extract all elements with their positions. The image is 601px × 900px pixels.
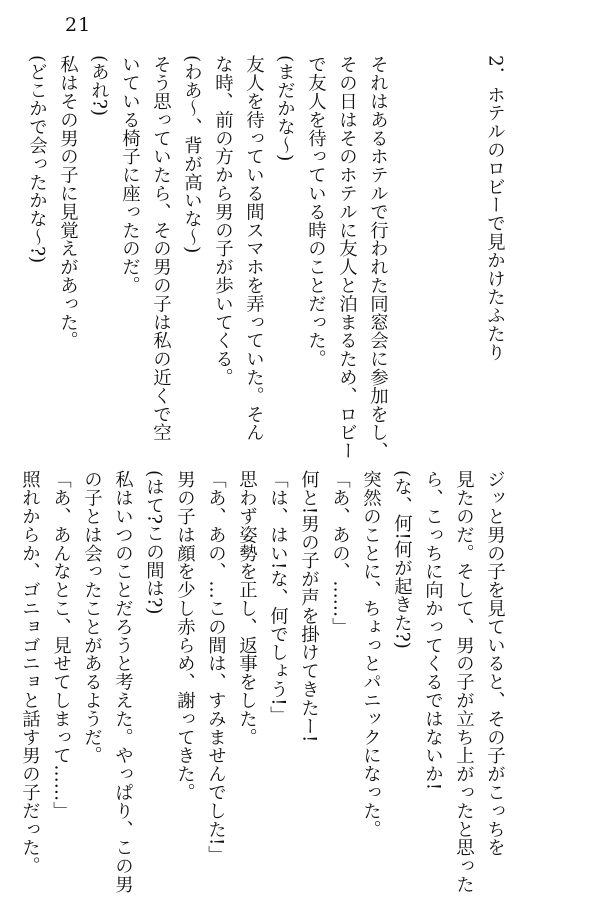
text-line: ら、こっちに向かってくるではないか! [422,470,444,791]
text-line: 「あ、あの、……」 [329,470,351,636]
text-line: いている椅子に座ったのだ。 [119,55,141,295]
text-line: そう思っていたら、その男の子は私の近くで空 [150,55,172,442]
text-line: (な、何!何が起きた?) [391,470,413,649]
text-line: の子とは会ったことがあるようだ。 [81,470,103,765]
text-line: 突然のことに、ちょっとパニックになった。 [360,470,382,838]
text-line: 男の子は顔を少し赤らめ、謝ってきた。 [174,470,196,802]
text-line: 思わず姿勢を正し、返事をした。 [236,470,258,746]
section-heading: 2．ホテルのロビーで見かけたふたり [484,55,506,362]
text-line: で友人を待っている時のことだった。 [305,55,327,368]
text-line: 「は、はい!な、何でしょう!」 [267,470,289,724]
text-line: その日はそのホテルに友人と泊まるため、ロビー [336,55,358,460]
text-line: (どこかで会ったかな～?) [26,55,48,264]
text-line: ジッと男の子を見ていると、その子がこっちを [484,470,506,857]
text-line: 「あ、あの、…この間は、すみませんでした!」 [205,470,227,864]
text-line: (はて?この間は?) [143,470,165,615]
text-line: 何と!男の子が声を掛けてきたー! [298,470,320,743]
text-line: な時、前の方から男の子が歩いてくる。 [212,55,234,387]
text-line: (あれ?) [88,55,110,117]
text-line: 照れからか、ゴニョゴニョと話す男の子だった。 [19,470,41,875]
text-line: 私はいつのことだろうと考えた。やっぱり、この男 [112,470,134,894]
text-line: (まだかな～) [274,55,296,162]
text-line: 「あ、あんなとこ、見せてしまって……」 [50,470,72,820]
text-line: 私はその男の子に見覚えがあった。 [57,55,79,350]
page-number: 21 [65,14,92,36]
text-line: 友人を待っている間スマホを弄っていた。そん [243,55,265,442]
text-line: 見たのだ。そして、男の子が立ち上がったと思った [453,470,475,894]
text-line: (わあ～、背が高いな～) [181,55,203,254]
text-line: それはあるホテルで行われた同窓会に参加をし、 [367,55,389,460]
